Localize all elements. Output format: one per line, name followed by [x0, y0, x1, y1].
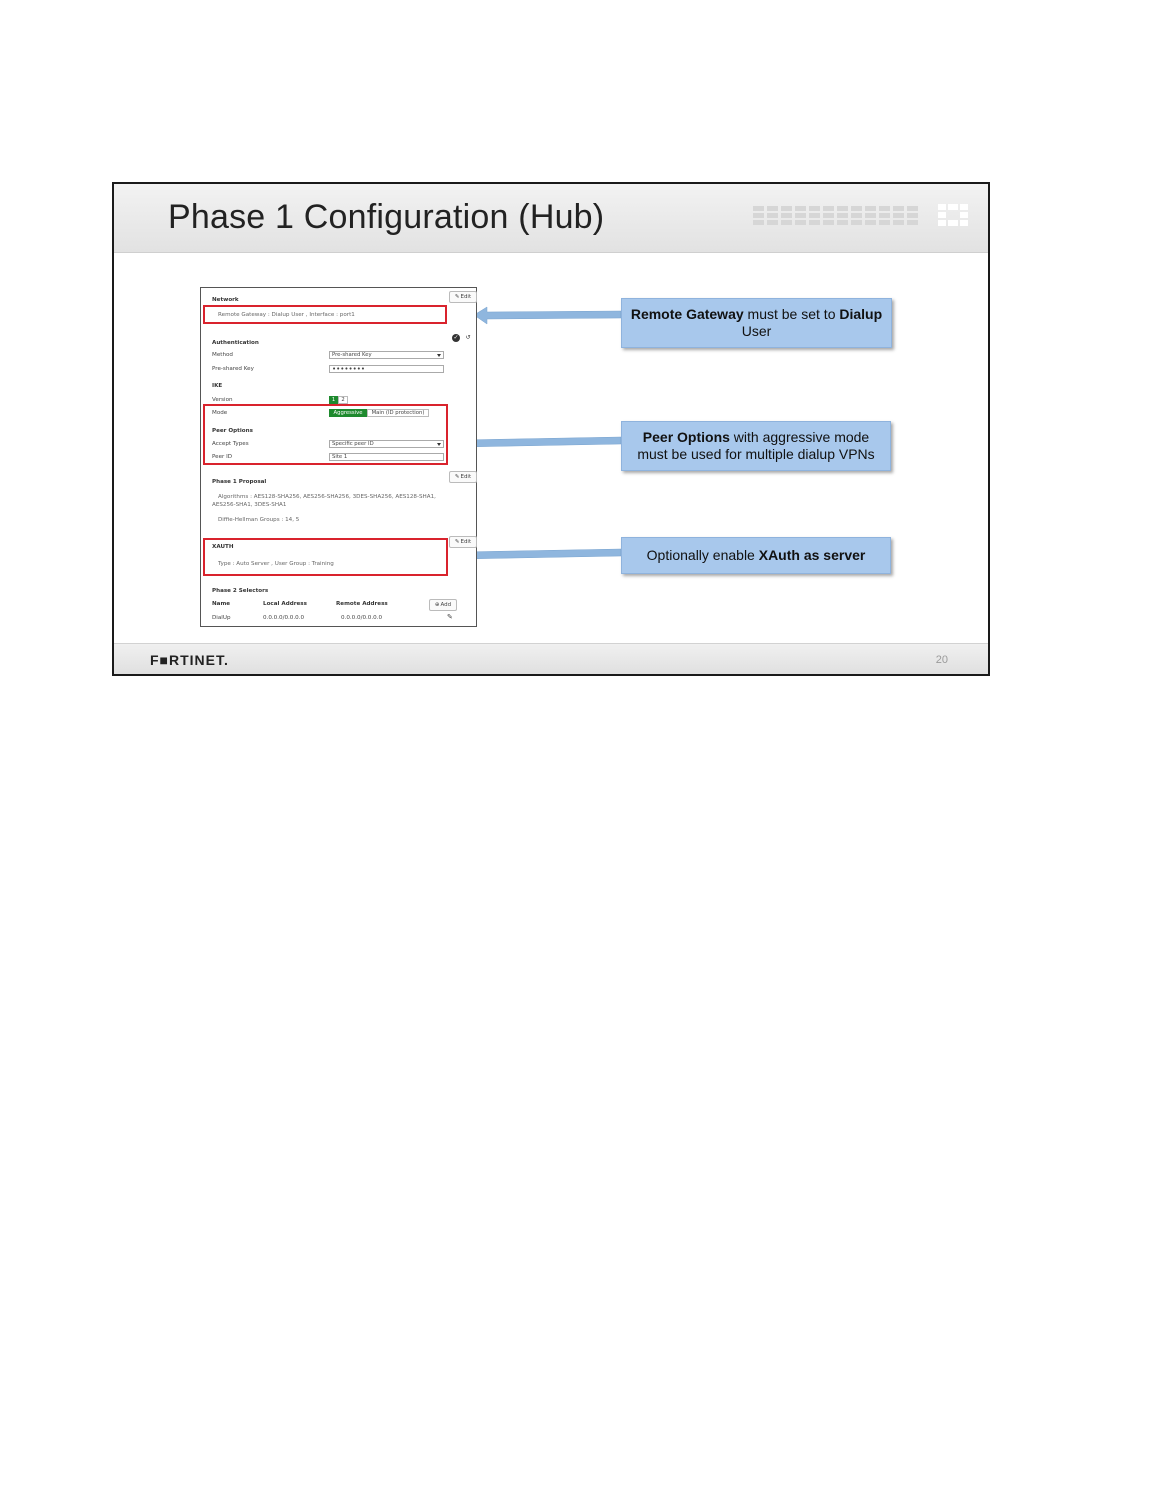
check-circle-icon[interactable]: ✓ — [453, 334, 459, 341]
row-name: DialUp — [212, 615, 231, 621]
fortinet-logo-icon — [938, 204, 968, 226]
highlight-peer-options — [203, 404, 448, 465]
col-remote-address: Remote Address — [336, 601, 388, 607]
mode-label: Mode — [212, 410, 228, 416]
method-select[interactable]: Pre-shared Key — [329, 351, 444, 359]
method-label: Method — [212, 352, 233, 358]
phase1-proposal-heading: Phase 1 Proposal — [212, 479, 267, 485]
dh-groups: Diffie-Hellman Groups : 14, 5 — [218, 517, 300, 523]
undo-icon[interactable]: ↺ — [465, 334, 471, 341]
peer-id-input[interactable]: Site 1 — [329, 453, 444, 461]
mode-aggressive[interactable]: Aggressive — [329, 409, 367, 417]
header-decoration — [753, 206, 918, 226]
callout-remote-gateway: Remote Gateway must be set to Dialup User — [621, 298, 892, 348]
ike-heading: IKE — [212, 383, 223, 389]
pencil-icon[interactable]: ✎ — [447, 613, 453, 621]
col-local-address: Local Address — [263, 601, 307, 607]
callout-peer-options: Peer Options with aggressive mode must be used for multiple dialup VPNs — [621, 421, 891, 471]
highlight-remote-gateway — [203, 305, 447, 324]
pencil-icon: ✎ — [454, 539, 460, 545]
algorithms-line-1: Algorithms : AES128-SHA256, AES256-SHA256, 3DES-SHA256, AES128-SHA1, — [218, 494, 436, 500]
highlight-xauth — [203, 538, 448, 576]
page-number: 20 — [935, 654, 948, 666]
accept-types-label: Accept Types — [212, 441, 249, 447]
slide-title: Phase 1 Configuration (Hub) — [168, 198, 605, 236]
version-label: Version — [212, 397, 233, 403]
slide — [112, 182, 990, 676]
authentication-heading: Authentication — [212, 340, 259, 346]
mode-main[interactable]: Main (ID protection) — [367, 409, 429, 417]
row-remote: 0.0.0.0/0.0.0.0 — [341, 615, 383, 621]
row-local: 0.0.0.0/0.0.0.0 — [263, 615, 305, 621]
slide-header — [114, 184, 988, 253]
network-heading: Network — [212, 297, 239, 303]
fortinet-logo: F■RTINET. — [150, 652, 229, 668]
ike-version-2[interactable]: 2 — [338, 396, 348, 404]
phase2-add-button[interactable]: ⊕ Add — [429, 599, 457, 611]
col-name: Name — [212, 601, 231, 607]
remote-gateway-line: Remote Gateway : Dialup User , Interface : port1 — [218, 312, 355, 318]
ike-version-1[interactable]: 1 — [329, 396, 338, 404]
network-edit-button[interactable]: ✎ Edit — [449, 291, 477, 303]
phase2-heading: Phase 2 Selectors — [212, 588, 269, 594]
pencil-icon: ✎ — [454, 474, 460, 480]
chevron-down-icon — [437, 354, 441, 357]
psk-label: Pre-shared Key — [212, 366, 254, 372]
psk-input[interactable]: •••••••• — [329, 365, 444, 373]
peer-options-heading: Peer Options — [212, 428, 253, 434]
callout-xauth: Optionally enable XAuth as server — [621, 537, 891, 574]
algorithms-line-2: AES256-SHA1, 3DES-SHA1 — [212, 502, 287, 508]
plus-circle-icon: ⊕ — [434, 602, 440, 608]
xauth-edit-button[interactable]: ✎ Edit — [449, 536, 477, 548]
xauth-heading: XAUTH — [212, 544, 234, 550]
phase1-edit-button[interactable]: ✎ Edit — [449, 471, 477, 483]
xauth-line: Type : Auto Server , User Group : Training — [218, 561, 334, 567]
accept-types-select[interactable]: Specific peer ID — [329, 440, 444, 448]
pencil-icon: ✎ — [454, 294, 460, 300]
slide-footer — [114, 643, 988, 674]
peer-id-label: Peer ID — [212, 454, 233, 460]
